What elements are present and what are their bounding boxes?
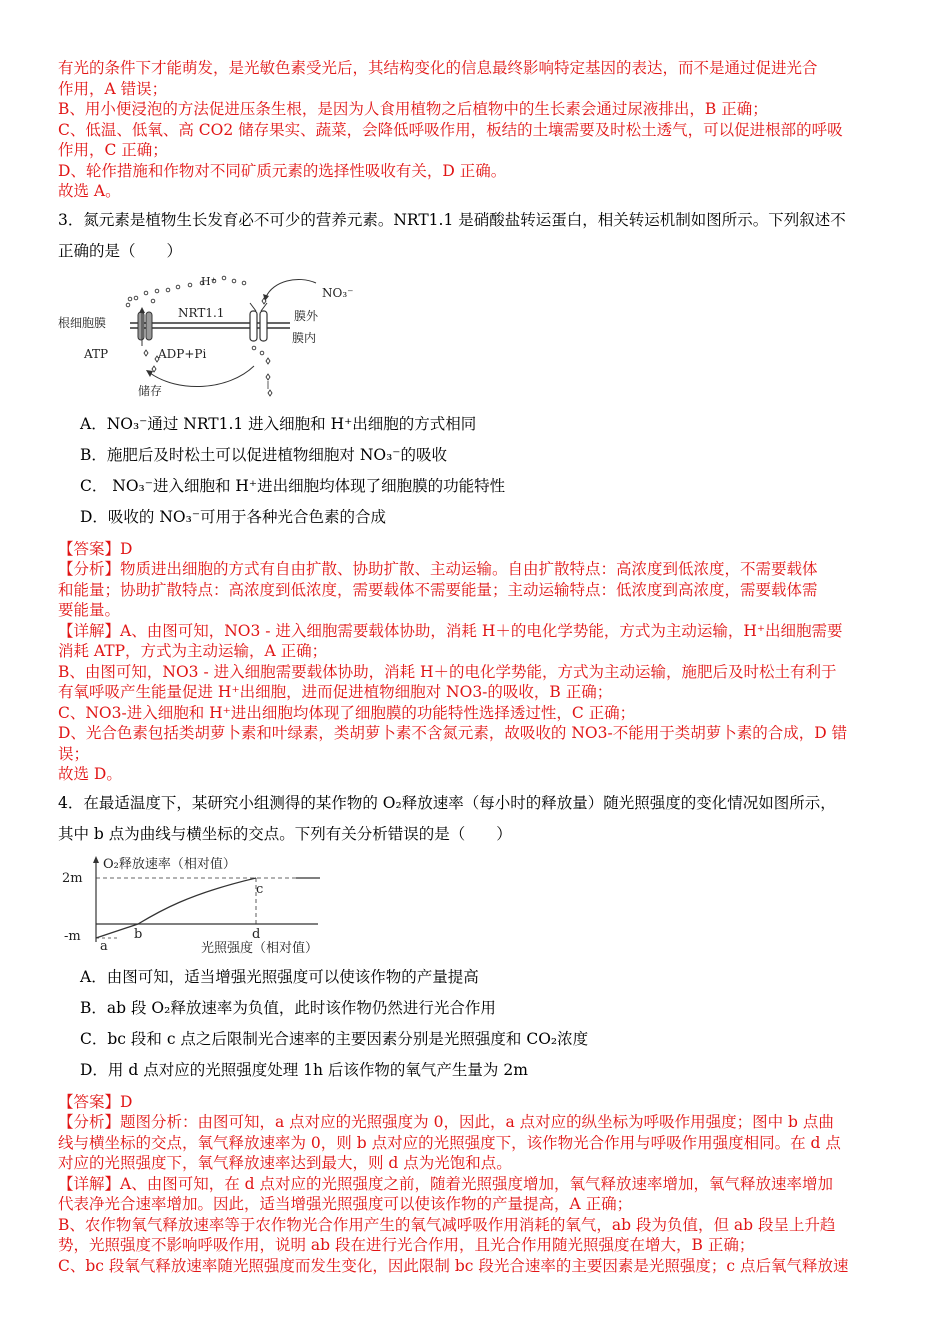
point-b-label: b — [134, 926, 143, 942]
option-b: B．ab 段 O₂释放速率为负值，此时该作物仍然进行光合作用 — [80, 998, 496, 1017]
label-nrt: NRT1.1 — [178, 305, 225, 320]
text-line: 作用，A 错误； — [58, 79, 168, 98]
text-line: 3．氮元素是植物生长发育必不可少的营养元素。NRT1.1 是硝酸盐转运蛋白，相关转运机制如图所示。下列叙述不 — [58, 210, 846, 229]
option-b: B．施肥后及时松土可以促进植物细胞对 NO₃⁻的吸收 — [80, 445, 447, 464]
text-line: 有氧呼吸产生能量促进 H⁺出细胞，进而促进植物细胞对 NO3-的吸收，B 正确； — [58, 683, 613, 701]
text-line: 要能量。 — [58, 601, 121, 619]
text-line: 正确的是（ ） — [58, 241, 183, 260]
prev-explanation — [58, 58, 894, 202]
label-atp: ATP — [84, 346, 109, 361]
nrt-transporter-icon — [250, 303, 267, 341]
text-line: B、用小便浸泡的方法促进压条生根，是因为人食用植物之后植物中的生长素会通过尿液排出，B 正确； — [58, 100, 768, 118]
text-line: 和能量；协助扩散特点：高浓度到低浓度，需要载体不需要能量；主动运输特点：低浓度到高浓度，需要载体需 — [58, 580, 818, 599]
text-line: D、轮作措施和作物对不同矿质元素的选择性吸收有关，D 正确。 — [58, 161, 507, 180]
text-line: C、NO3-进入细胞和 H⁺进出细胞均体现了细胞膜的功能特性选择透过性，C 正确； — [58, 703, 636, 722]
text-line: B、农作物氧气释放速率等于农作物光合作用产生的氧气减呼吸作用消耗的氧气，ab 段为负值，但 ab 段呈上升趋 — [58, 1215, 836, 1234]
text-line: D、光合色素包括类胡萝卜素和叶绿素，类胡萝卜素不含氮元素，故吸收的 NO3-不能用于类胡萝卜素的合成，D 错 — [58, 724, 848, 742]
text-line: 有光的条件下才能萌发，是光敏色素受光后，其结构变化的信息最终影响特定基因的表达，而不是通过促进光合 — [58, 59, 818, 77]
o2-curve-svg — [58, 854, 378, 954]
text-line: 其中 b 点为曲线与横坐标的交点。下列有关分析错误的是（ ） — [58, 824, 512, 843]
label-adp: ADP+Pi — [158, 346, 207, 361]
option-c: C． NO₃⁻进入细胞和 H⁺进出细胞均体现了细胞膜的功能特性 — [80, 476, 506, 495]
label-storage: 储存 — [138, 383, 163, 398]
answer-line: 【答案】D — [58, 539, 133, 558]
option-a: A．NO₃⁻通过 NRT1.1 进入细胞和 H⁺出细胞的方式相同 — [80, 414, 477, 433]
y-tick-2m: 2m — [62, 870, 83, 886]
text-line: 误； — [58, 744, 90, 763]
text-line: 对应的光照强度下，氧气释放速率达到最大，则 d 点为光饱和点。 — [58, 1154, 512, 1172]
option-c: C．bc 段和 c 点之后限制光合速率的主要因素分别是光照强度和 CO₂浓度 — [80, 1029, 589, 1048]
option-d: D．吸收的 NO₃⁻可用于各种光合色素的合成 — [80, 507, 387, 526]
text-line: 势，光照强度不影响呼吸作用，说明 ab 段在进行光合作用，且光合作用随光照强度在增大，B 正确； — [58, 1236, 755, 1254]
text-line: 【分析】题图分析：由图可知，a 点对应的光照强度为 0，因此，a 点对应的纵坐标为呼吸作用强度；图中 b 点曲 — [58, 1113, 834, 1131]
text-line: B、由图可知，NO3 - 进入细胞需要载体协助，消耗 H＋的电化学势能，方式为主动运输，施肥后及时松土有利于 — [58, 662, 837, 681]
label-inside: 膜内 — [292, 330, 317, 345]
text-line: 故选 A。 — [58, 182, 121, 200]
document-page — [58, 58, 894, 1276]
option-d: D．用 d 点对应的光照强度处理 1h 后该作物的氧气产生量为 2m — [80, 1060, 528, 1079]
q3-stem — [58, 205, 894, 267]
label-no3: NO₃⁻ — [322, 285, 354, 300]
text-line: 【详解】A、由图可知，在 d 点对应的光照强度之前，随着光照强度增加，氧气释放速率增加，氧气释放速率增加 — [58, 1174, 833, 1193]
no3-curve-arrow-icon — [266, 279, 316, 297]
label-hplus: H⁺ — [201, 274, 217, 288]
q4-stem — [58, 788, 894, 850]
text-line: 代表净光合速率增加。因此，适当增强光照强度可以使该作物的产量提高，A 正确； — [58, 1195, 633, 1213]
storage-arrow-icon — [150, 366, 254, 387]
o2-curve — [96, 878, 256, 938]
text-line: C、低温、低氧、高 CO2 储存果实、蔬菜，会降低呼吸作用，板结的土壤需要及时松土透气，可以促进根部的呼吸 — [58, 120, 843, 139]
label-membrane: 根细胞膜 — [58, 315, 107, 330]
q4-curve-figure — [58, 854, 894, 954]
text-line: 作用，C 正确； — [58, 141, 168, 159]
label-outside: 膜外 — [294, 308, 319, 323]
q4-options — [58, 962, 894, 1086]
y-axis-title: O₂释放速率（相对值） — [103, 856, 236, 872]
nrt-diagram-svg — [58, 271, 378, 401]
text-line: 消耗 ATP，方式为主动运输，A 正确； — [58, 642, 328, 660]
point-c-label: c — [256, 881, 264, 897]
q3-options — [58, 409, 894, 533]
x-axis-title: 光照强度（相对值） — [201, 940, 319, 954]
text-line: 线与横坐标的交点，氧气释放速率为 0，则 b 点对应的光照强度下，该作物光合作用与呼吸作用强度相同。在 d 点 — [58, 1133, 841, 1152]
text-line: 故选 D。 — [58, 765, 122, 783]
option-a: A．由图可知，适当增强光照强度可以使该作物的产量提高 — [80, 967, 479, 986]
point-a-label: a — [100, 938, 108, 954]
text-line: 【详解】A、由图可知，NO3 - 进入细胞需要载体协助，消耗 H＋的电化学势能，方式为主动运输，H⁺出细胞需要 — [58, 621, 843, 640]
point-d-label: d — [252, 926, 261, 942]
q3-solution — [58, 539, 894, 785]
q4-solution — [58, 1092, 894, 1277]
y-tick-neg-m: -m — [64, 928, 81, 944]
text-line: 【分析】物质进出细胞的方式有自由扩散、协助扩散、主动运输。自由扩散特点：高浓度到低浓度，不需要载体 — [58, 560, 818, 578]
text-line: C、bc 段氧气释放速率随光照强度而发生变化，因此限制 bc 段光合速率的主要因素是光照强度；c 点后氧气释放速 — [58, 1256, 849, 1275]
proton-pump-icon — [138, 312, 152, 340]
q3-transport-diagram — [58, 271, 894, 401]
answer-line: 【答案】D — [58, 1092, 133, 1111]
text-line: 4．在最适温度下，某研究小组测得的某作物的 O₂释放速率（每小时的释放量）随光照强度的变化情况如图所示， — [58, 793, 836, 812]
